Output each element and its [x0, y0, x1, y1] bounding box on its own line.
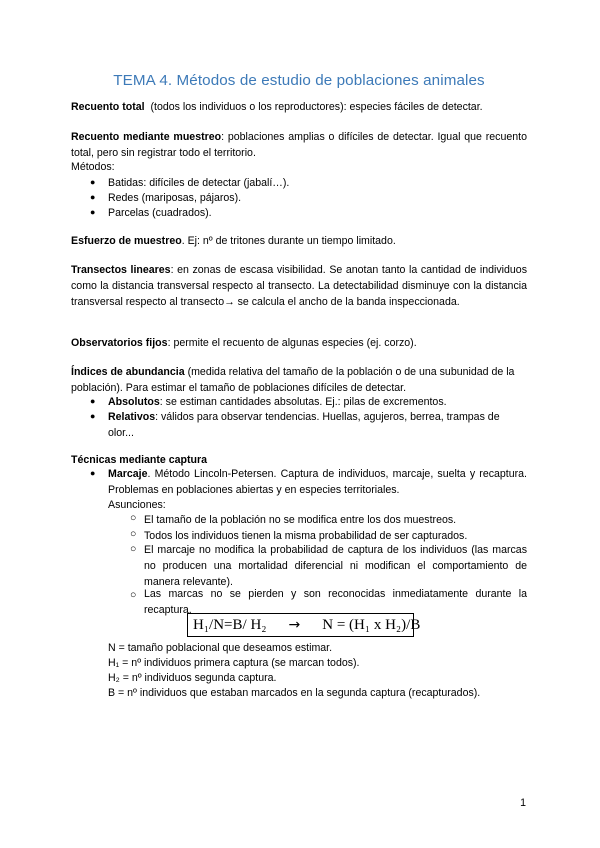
asunciones-label: Asunciones:	[108, 499, 166, 511]
tecnicas-heading-text: Técnicas mediante captura	[71, 454, 208, 466]
bullet-icon: ●	[90, 207, 96, 217]
page-number: 1	[520, 797, 526, 809]
definition-item: N = tamaño poblacional que deseamos estimar.	[108, 642, 333, 654]
circle-bullet-icon: ○	[130, 543, 137, 555]
transectos-paragraph	[71, 262, 527, 310]
recuento-total-text: (todos los individuos o los reproductores): especies fáciles de detectar.	[150, 101, 483, 113]
absolutos-text: : se estiman cantidades absolutas. Ej.: pilas de excrementos.	[159, 396, 447, 408]
lincoln-petersen-formula	[187, 613, 421, 637]
bullet-icon: ●	[90, 192, 96, 202]
metodos-label: Métodos:	[71, 161, 115, 173]
indices-heading: Índices de abundancia	[71, 366, 185, 378]
indices-paragraph	[71, 364, 527, 396]
observatorios-paragraph	[71, 335, 527, 351]
arrow-icon: →	[288, 617, 301, 633]
recuento-muestreo-text: : poblaciones amplias o difíciles de detectar. Igual que recuento total, pero sin registrar todo el territorio.	[71, 131, 527, 159]
relativos-text: : válidos para observar tendencias. Huellas, agujeros, berrea, trampas de olor...	[108, 411, 500, 439]
definition-item: H₂ = nº individuos segunda captura.	[108, 672, 277, 684]
transectos-text: : en zonas de escasa visibilidad. Se anotan tanto la cantidad de individuos como la distancia transversal respecto al transecto. La detectabilidad disminuye con la distancia transversal respecto al transecto→ se calcula el ancho de la banda inspeccionada.	[71, 264, 527, 308]
indices-text: (medida relativa del tamaño de la población o de una subunidad de la población). Para estimar el tamaño de poblaciones difíciles de detectar.	[71, 366, 515, 394]
observatorios-text: : permite el recuento de algunas especies (ej. corzo).	[167, 337, 417, 349]
asuncion-item: El marcaje no modifica la probabilidad de captura de los individuos (las marcas no producen una mortalidad diferencial ni modifican el comportamiento de manera relevante).	[144, 544, 527, 588]
recuento-total-paragraph	[71, 99, 527, 115]
definition-item: H₁ = nº individuos primera captura (se marcan todos).	[108, 657, 360, 669]
asuncion-item: El tamaño de la población no se modifica entre los dos muestreos.	[144, 514, 457, 526]
formula-right: N = (H₁ x H₂)/B	[322, 617, 421, 633]
list-item	[108, 409, 527, 441]
bullet-icon: ●	[90, 177, 96, 187]
list-item: Batidas: difíciles de detectar (jabalí…).	[108, 177, 290, 189]
esfuerzo-text: . Ej: nº de tritones durante un tiempo limitado.	[181, 235, 396, 247]
recuento-muestreo-heading: Recuento mediante muestreo	[71, 131, 222, 143]
page-title: TEMA 4. Métodos de estudio de poblaciones animales	[113, 72, 485, 89]
definition-item: B = nº individuos que estaban marcados en la segunda captura (recapturados).	[108, 687, 481, 699]
list-item: Parcelas (cuadrados).	[108, 207, 212, 219]
esfuerzo-paragraph	[71, 233, 527, 249]
asuncion-item: Las marcas no se pierden y son reconocidas inmediatamente durante la recaptura.	[144, 588, 527, 616]
marcaje-item	[108, 466, 527, 498]
absolutos-label: Absolutos	[108, 396, 160, 408]
relativos-label: Relativos	[108, 411, 156, 423]
recuento-muestreo-paragraph	[71, 129, 527, 161]
list-item: Redes (mariposas, pájaros).	[108, 192, 242, 204]
bullet-icon: ●	[90, 411, 96, 421]
formula-left: H₁/N=B/ H₂	[193, 617, 267, 633]
circle-bullet-icon: ○	[130, 512, 137, 524]
asuncion-item: Todos los individuos tienen la misma probabilidad de ser capturados.	[144, 530, 468, 542]
observatorios-heading: Observatorios fijos	[71, 337, 168, 349]
bullet-icon: ●	[90, 468, 96, 478]
list-item	[108, 394, 527, 410]
circle-bullet-icon: ○	[130, 528, 137, 540]
transectos-heading: Transectos lineares	[71, 264, 171, 276]
esfuerzo-heading: Esfuerzo de muestreo	[71, 235, 182, 247]
marcaje-label: Marcaje	[108, 468, 148, 480]
marcaje-text: . Método Lincoln-Petersen. Captura de individuos, marcaje, suelta y recaptura. Problemas en poblaciones abiertas y en especies territoriales.	[108, 468, 527, 496]
bullet-icon: ●	[90, 396, 96, 406]
circle-bullet-icon: ○	[130, 589, 137, 601]
recuento-total-heading: Recuento total	[71, 101, 145, 113]
